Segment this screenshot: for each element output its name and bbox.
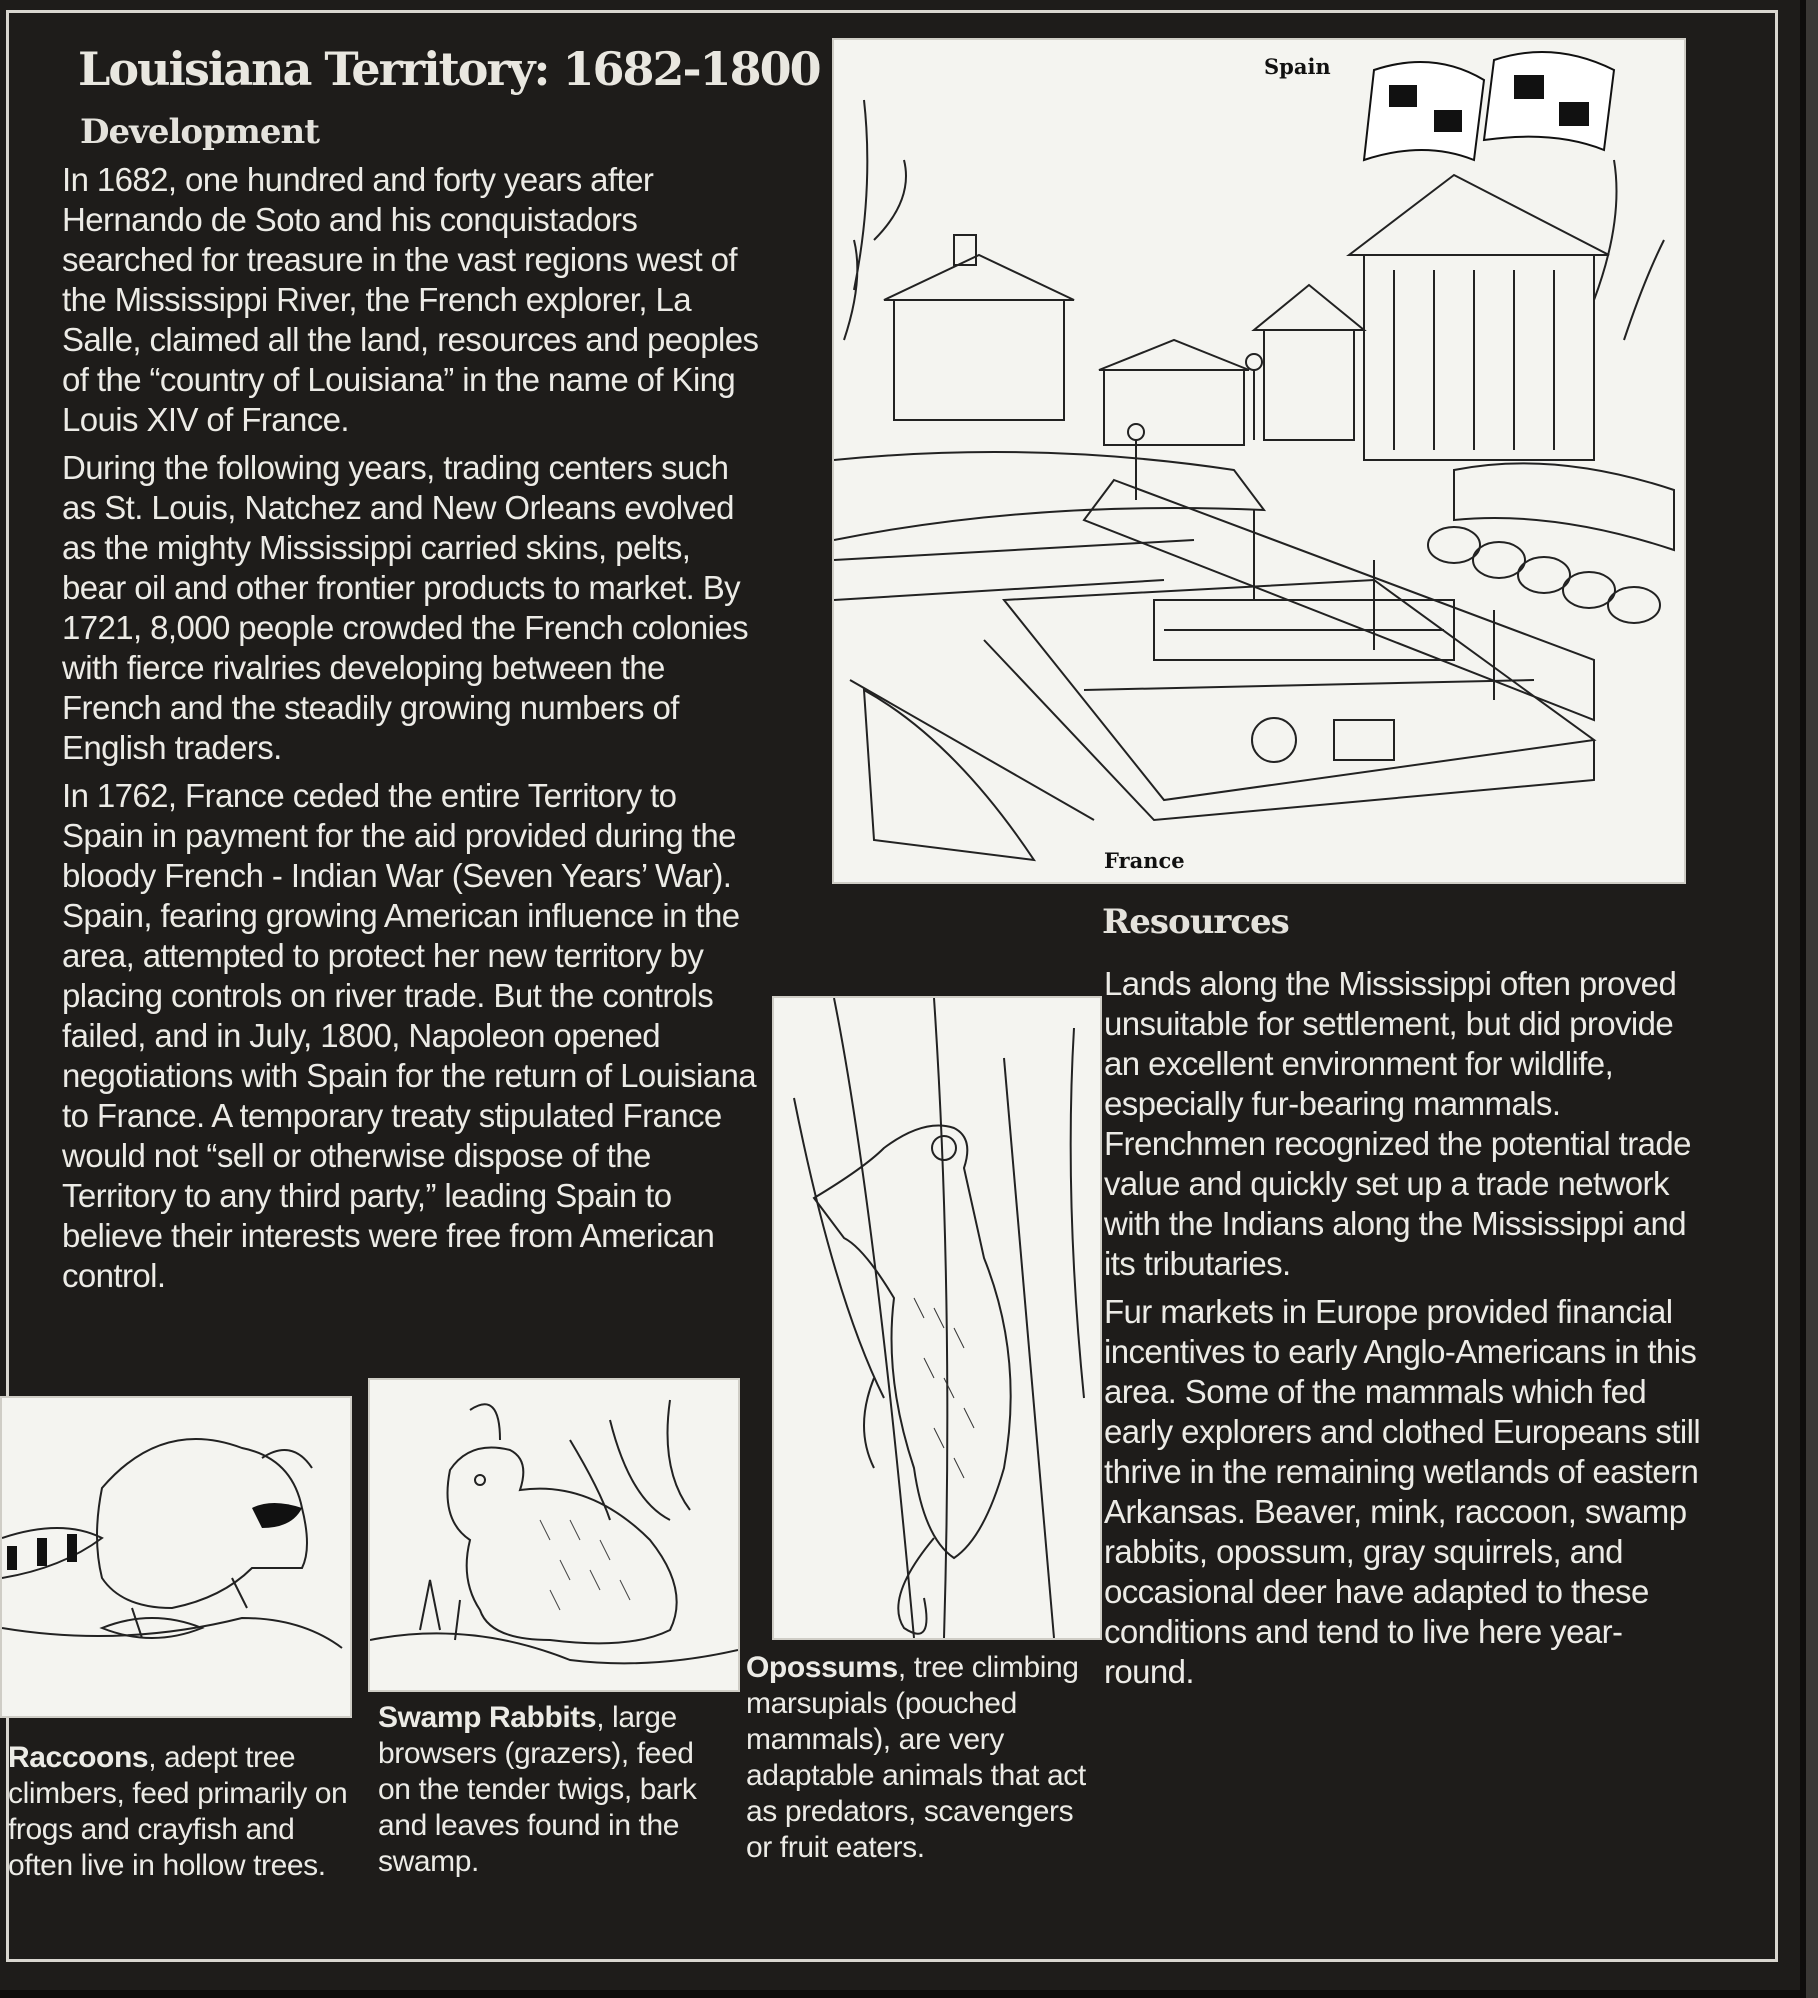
- raccoon-drawing: [2, 1398, 350, 1716]
- swamp-rabbits-description: , large browsers (grazers), feed on the tender twigs, bark and leaves found in the swamp.: [378, 1701, 697, 1878]
- opossum-illustration: [772, 996, 1102, 1640]
- development-paragraph: In 1682, one hundred and forty years after Hernando de Soto and his conquistadors searched for treasure in the vast regions west of the Mississippi River, the French explorer, La Salle, claimed all the land, resources and peoples of the “country of Louisiana” in the name of King Louis XIV of France.: [62, 161, 759, 438]
- raccoon-illustration: [0, 1396, 352, 1718]
- opossums-description: , tree climbing marsupials (pouched mammals), are very adaptable animals that act as predators, scavengers or fruit eaters.: [746, 1651, 1086, 1864]
- resources-text: [1104, 964, 1704, 1700]
- resources-paragraph: Lands along the Mississippi often proved unsuitable for settlement, but did provide an excellent environment for wildlife, especially fur-bearing mammals. Frenchmen recognized the potential trade value and quickly set up a trade network with the Indians along the Mississippi and its tributaries.: [1104, 965, 1691, 1282]
- resources-heading: Resources: [1102, 902, 1289, 942]
- france-label: France: [1104, 848, 1185, 873]
- raccoons-name: Raccoons: [8, 1741, 149, 1774]
- swamp-rabbits-name: Swamp Rabbits: [378, 1701, 597, 1734]
- raccoons-caption: [8, 1740, 348, 1884]
- sign-title: Louisiana Territory: 1682-1800: [78, 42, 820, 96]
- raccoons-description: , adept tree climbers, feed primarily on frogs and crayfish and often live in hollow trees.: [8, 1741, 348, 1882]
- swamp-rabbits-caption: [378, 1700, 718, 1880]
- spain-label: Spain: [1264, 54, 1331, 79]
- opossum-drawing: [774, 998, 1100, 1638]
- rabbit-drawing: [370, 1380, 738, 1690]
- port-scene-drawing: [834, 40, 1684, 882]
- opossums-name: Opossums: [746, 1651, 898, 1684]
- development-heading: Development: [80, 112, 319, 152]
- port-illustration: [832, 38, 1686, 884]
- development-paragraph: In 1762, France ceded the entire Territory to Spain in payment for the aid provided during the bloody French - Indian War (Seven Years’ War). Spain, fearing growing American influence in the area, attempted to protect her new territory by placing controls on river trade. But the controls failed, and in July, 1800, Napoleon opened negotiations with Spain for the return of Louisiana to France. A temporary treaty stipulated France would not “sell or otherwise dispose of the Territory to any third party,” leading Spain to believe their interests were free from American control.: [62, 777, 757, 1294]
- development-paragraph: During the following years, trading centers such as St. Louis, Natchez and New Orleans evolved as the mighty Mississippi carried skins, pelts, bear oil and other frontier products to market. By 1721, 8,000 people crowded the French colonies with fierce rivalries developing between the French and the steadily growing numbers of English traders.: [62, 449, 749, 766]
- opossums-caption: [746, 1650, 1098, 1866]
- development-text: [62, 160, 762, 1304]
- rabbit-illustration: [368, 1378, 740, 1692]
- resources-paragraph: Fur markets in Europe provided financial incentives to early Anglo-Americans in this area. Some of the mammals which fed early explorers and clothed Europeans still thrive in the remaining wetlands of eastern Arkansas. Beaver, mink, raccoon, swamp rabbits, opossum, gray squirrels, and occasional deer have adapted to these conditions and tend to live here year-round.: [1104, 1293, 1701, 1690]
